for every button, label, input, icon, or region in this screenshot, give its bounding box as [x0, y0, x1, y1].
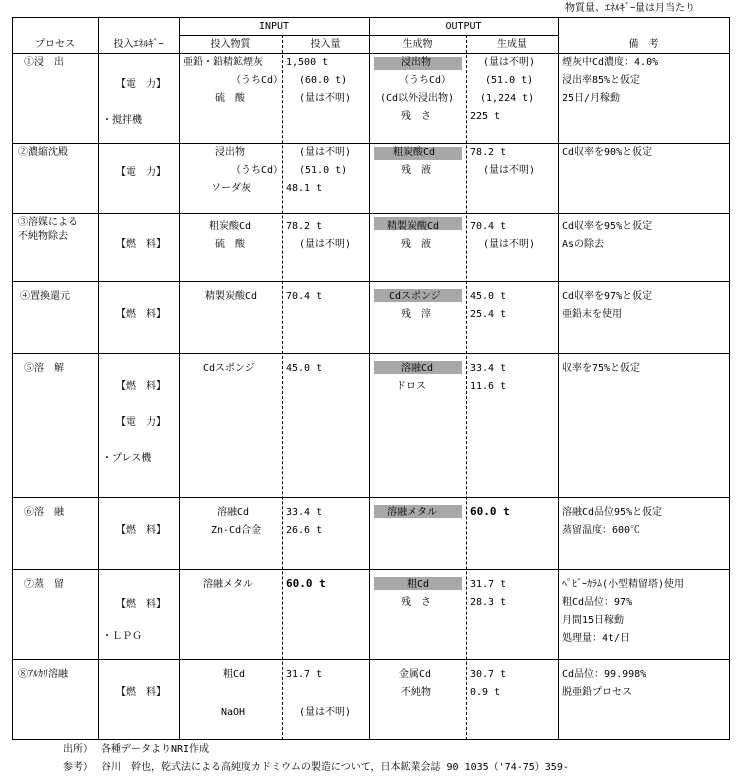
- output-product: 粗Cd: [407, 579, 430, 590]
- input-amount: (量は不明): [299, 707, 352, 718]
- output-product: 不純物: [401, 687, 431, 698]
- process-name: ④置換還元: [20, 291, 70, 302]
- energy-item: ・撹拌機: [102, 115, 142, 126]
- output-amount: 25.4 t: [470, 309, 507, 320]
- process-table: [12, 17, 730, 740]
- output-product: 溶融Cd: [401, 363, 434, 374]
- output-amount: 0.9 t: [470, 687, 501, 698]
- input-amount: 1,500 t: [286, 57, 329, 68]
- output-product: 残 液: [401, 239, 431, 250]
- header-input-material: 投入物質: [210, 39, 251, 50]
- row-divider-3: [12, 281, 730, 282]
- output-product: (Cd以外浸出物): [380, 93, 455, 104]
- energy-item: 【電 力】: [116, 167, 166, 178]
- input-amount: (量は不明): [299, 147, 352, 158]
- output-product: ドロス: [396, 381, 426, 392]
- col-border-2: [179, 17, 180, 740]
- header-bottom-border: [12, 53, 730, 54]
- output-product: 粗炭酸Cd: [393, 147, 436, 158]
- input-material: 亜鉛・鉛精鉱煙灰: [183, 57, 263, 68]
- header-process: プロセス: [35, 39, 75, 50]
- output-amount: (1,224 t): [480, 93, 535, 104]
- output-dash-divider: [466, 35, 467, 740]
- row-divider-4: [12, 353, 730, 354]
- remark: 浸出率85%と仮定: [562, 75, 641, 86]
- output-amount: 60.0 t: [470, 505, 510, 518]
- process-name: ③溶媒による: [18, 217, 78, 228]
- energy-item: 【燃 料】: [116, 381, 166, 392]
- output-product: 溶融メタル: [387, 507, 437, 518]
- output-amount: 70.4 t: [470, 221, 507, 232]
- input-amount: 70.4 t: [286, 291, 323, 302]
- input-amount: (量は不明): [299, 239, 352, 250]
- energy-item: ・プレス機: [102, 453, 152, 464]
- input-material: 精製炭酸Cd: [205, 291, 258, 302]
- output-amount: (量は不明): [483, 239, 536, 250]
- header-energy: 投入ｴﾈﾙｷﾞｰ: [113, 39, 164, 50]
- energy-item: 【電 力】: [116, 79, 166, 90]
- input-material: 粗炭酸Cd: [209, 221, 252, 232]
- input-material: Zn-Cd合金: [211, 525, 262, 536]
- remark: 月間15日稼動: [562, 615, 625, 626]
- remark: 脱亜鉛プロセス: [562, 687, 632, 698]
- energy-item: ・ＬＰＧ: [102, 631, 142, 642]
- input-amount: 48.1 t: [286, 183, 323, 194]
- header-input: INPUT: [258, 21, 290, 32]
- process-name: 不純物除去: [18, 231, 68, 242]
- output-amount: (量は不明): [483, 57, 536, 68]
- row-divider-7: [12, 659, 730, 660]
- input-amount: 45.0 t: [286, 363, 323, 374]
- input-amount: 78.2 t: [286, 221, 323, 232]
- input-dash-divider: [282, 35, 283, 740]
- remark: 亜鉛末を使用: [562, 309, 622, 320]
- remark: 蒸留温度：600℃: [562, 525, 641, 536]
- input-material: 硫 酸: [215, 93, 245, 104]
- energy-item: 【燃 料】: [116, 687, 166, 698]
- energy-item: 【燃 料】: [116, 599, 166, 610]
- input-amount: (51.0 t): [299, 165, 348, 176]
- output-product: 金属Cd: [399, 669, 432, 680]
- process-name: ⑧ｱﾙｶﾘ溶融: [18, 669, 68, 680]
- remark: 処理量：4t/日: [562, 633, 631, 644]
- output-product: Cdスポンジ: [389, 291, 441, 302]
- input-material: 硫 酸: [215, 239, 245, 250]
- input-amount: (量は不明): [299, 93, 352, 104]
- input-material: （うちCd）: [231, 165, 284, 176]
- input-material: 粗Cd: [223, 669, 246, 680]
- input-amount: (60.0 t): [299, 75, 348, 86]
- remark: ﾍﾟﾋﾞｰｶﾗﾑ(小型精留塔)使用: [562, 579, 685, 590]
- input-material: 溶融Cd: [217, 507, 250, 518]
- header-remarks: 備 考: [628, 39, 659, 50]
- source-text: 各種データよりNRI作成: [101, 744, 210, 755]
- energy-item: 【燃 料】: [116, 309, 166, 320]
- input-material: NaOH: [221, 707, 246, 718]
- energy-item: 【燃 料】: [116, 525, 166, 536]
- output-product: 残 さ: [401, 111, 431, 122]
- process-name: ⑤溶 解: [24, 363, 64, 374]
- remark: 溶融Cd品位95%と仮定: [562, 507, 663, 518]
- energy-item: 【電 力】: [116, 417, 166, 428]
- col-border-3: [369, 17, 370, 740]
- output-amount: 31.7 t: [470, 579, 507, 590]
- output-amount: (量は不明): [483, 165, 536, 176]
- output-amount: 78.2 t: [470, 147, 507, 158]
- header-product-amount: 生成量: [497, 39, 527, 50]
- remark: Cd品位：99.998%: [562, 669, 647, 680]
- process-name: ⑦蒸 留: [24, 579, 64, 590]
- remark: 25日/月稼動: [562, 93, 621, 104]
- output-amount: 33.4 t: [470, 363, 507, 374]
- output-amount: 28.3 t: [470, 597, 507, 608]
- remark: 粗Cd品位：97%: [562, 597, 633, 608]
- output-product: （うちCd）: [399, 75, 452, 86]
- row-divider-1: [12, 143, 730, 144]
- input-material: （うちCd）: [231, 75, 284, 86]
- row-divider-5: [12, 497, 730, 498]
- header-output: OUTPUT: [445, 21, 482, 32]
- col-border-4: [558, 17, 559, 740]
- units-note: 物質量、ｴﾈﾙｷﾞｰ量は月当たり: [565, 3, 695, 14]
- input-amount: 33.4 t: [286, 507, 323, 518]
- output-amount: 225 t: [470, 111, 501, 122]
- col-border-right: [729, 17, 730, 740]
- input-amount: 31.7 t: [286, 669, 323, 680]
- source-label: 出所）: [63, 744, 93, 755]
- output-amount: 11.6 t: [470, 381, 507, 392]
- process-name: ②濃縮沈殿: [18, 147, 68, 158]
- table-bottom-border: [12, 739, 730, 740]
- process-name: ①浸 出: [24, 57, 64, 68]
- output-product: 残 滓: [401, 309, 431, 320]
- output-amount: (51.0 t): [485, 75, 534, 86]
- input-material: ソーダ灰: [211, 183, 251, 194]
- row-divider-6: [12, 569, 730, 570]
- input-material: 浸出物: [215, 147, 245, 158]
- input-amount: 26.6 t: [286, 525, 323, 536]
- col-border-1: [98, 17, 99, 740]
- col-border-left: [12, 17, 13, 740]
- input-amount: 60.0 t: [286, 577, 326, 590]
- output-product: 残 さ: [401, 597, 431, 608]
- output-amount: 45.0 t: [470, 291, 507, 302]
- row-divider-2: [12, 213, 730, 214]
- energy-item: 【燃 料】: [116, 239, 166, 250]
- output-product: 残 液: [401, 165, 431, 176]
- table-top-border: [12, 17, 730, 18]
- header-input-amount: 投入量: [310, 39, 341, 50]
- output-product: 浸出物: [401, 57, 431, 68]
- header-product: 生成物: [402, 39, 433, 50]
- reference-label: 参考）: [63, 762, 93, 773]
- output-product: 精製炭酸Cd: [387, 221, 440, 232]
- remark: Cd収率を90%と仮定: [562, 147, 653, 158]
- remark: Asの除去: [562, 239, 605, 250]
- reference-text: 谷川 幹也，乾式法による高純度カドミウムの製造について，日本鉱業会誌 90 1035（'74-75）359-: [101, 762, 569, 773]
- process-name: ⑥溶 融: [24, 507, 64, 518]
- output-amount: 30.7 t: [470, 669, 507, 680]
- input-material: Cdスポンジ: [203, 363, 255, 374]
- remark: Cd収率を95%と仮定: [562, 221, 653, 232]
- remark: 煙灰中Cd濃度：4.0%: [562, 57, 659, 68]
- remark: Cd収率を97%と仮定: [562, 291, 653, 302]
- remark: 収率を75%と仮定: [562, 363, 641, 374]
- input-material: 溶融メタル: [203, 579, 253, 590]
